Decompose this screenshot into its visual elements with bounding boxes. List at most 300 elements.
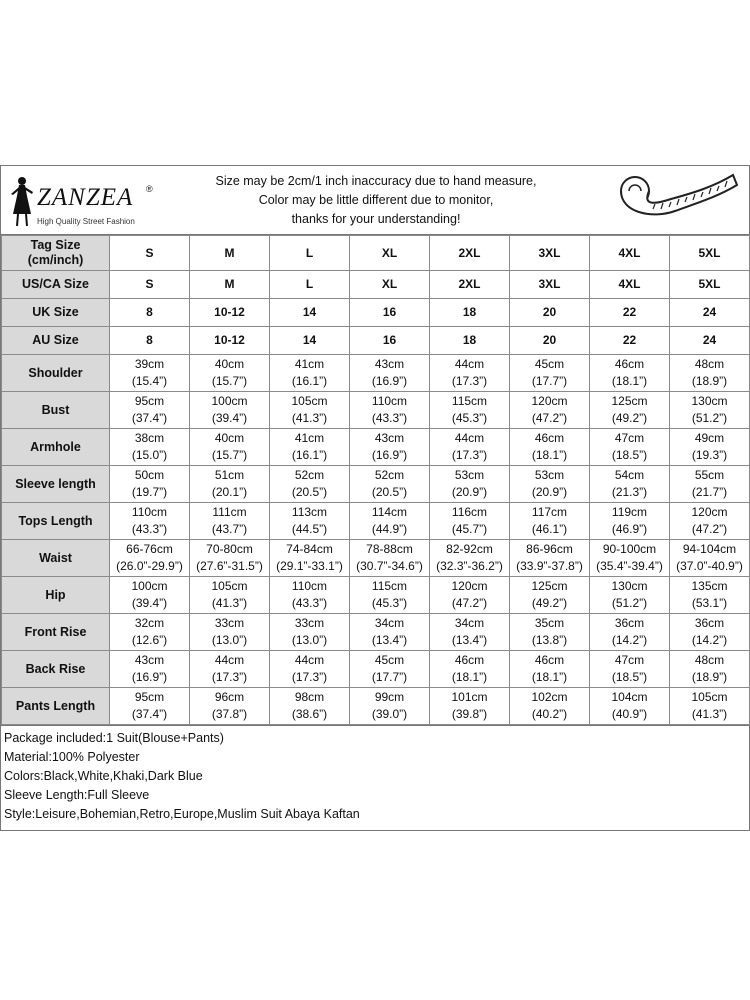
measure-cell [190, 688, 270, 725]
cm-value: 49cm [694, 431, 725, 445]
cm-value: 99cm [374, 690, 405, 704]
inch-value: (46.9”) [611, 522, 648, 536]
cm-value: 35cm [534, 616, 565, 630]
inch-value: (30.7”-34.6”) [356, 559, 423, 573]
inch-value: (17.7”) [531, 374, 568, 388]
size-cell: 10-12 [190, 299, 270, 327]
inch-value: (40.2”) [531, 707, 568, 721]
notice-line: Size may be 2cm/1 inch inaccuracy due to hand measure, [215, 174, 537, 188]
cm-value: 41cm [294, 357, 325, 371]
row-label: Hip [2, 577, 110, 614]
cm-value: 130cm [611, 579, 648, 593]
size-cell: 5XL [670, 236, 750, 271]
measure-cell [350, 540, 430, 577]
inch-value: (47.2”) [531, 411, 568, 425]
inch-value: (49.2”) [611, 411, 648, 425]
inch-value: (13.0”) [211, 633, 248, 647]
measure-cell [590, 355, 670, 392]
size-chart [0, 165, 750, 831]
row-label [2, 236, 110, 271]
measure-cell [510, 577, 590, 614]
inch-value: (27.6”-31.5”) [196, 559, 263, 573]
measure-cell [430, 614, 510, 651]
cm-value: 96cm [214, 690, 245, 704]
inch-value: (17.3”) [451, 374, 488, 388]
inch-value: (20.1”) [211, 485, 248, 499]
measure-cell [110, 688, 190, 725]
inch-value: (17.7”) [371, 670, 408, 684]
cm-value: 44cm [454, 431, 485, 445]
inch-value: (53.1”) [691, 596, 728, 610]
size-cell: 18 [430, 327, 510, 355]
cm-value: 130cm [691, 394, 728, 408]
cm-value: 46cm [534, 653, 565, 667]
size-cell: 24 [670, 327, 750, 355]
measure-row [2, 429, 750, 466]
size-cell: M [190, 271, 270, 299]
inch-value: (20.5”) [291, 485, 328, 499]
inch-value: (18.1”) [611, 374, 648, 388]
row-label-line: US/CA Size [22, 277, 89, 291]
measure-cell [270, 614, 350, 651]
inch-value: (33.9”-37.8”) [516, 559, 583, 573]
measure-cell [270, 392, 350, 429]
cm-value: 46cm [454, 653, 485, 667]
inch-value: (16.1”) [291, 374, 328, 388]
measure-cell [510, 355, 590, 392]
inch-value: (21.7”) [691, 485, 728, 499]
measure-cell [190, 392, 270, 429]
cm-value: 95cm [134, 394, 165, 408]
product-notes [1, 725, 749, 830]
cm-value: 98cm [294, 690, 325, 704]
inch-value: (16.1”) [291, 448, 328, 462]
measure-cell [670, 614, 750, 651]
measure-cell [590, 651, 670, 688]
size-cell: 14 [270, 327, 350, 355]
measure-cell [190, 429, 270, 466]
measure-cell [670, 540, 750, 577]
size-cell: 5XL [670, 271, 750, 299]
measure-cell [270, 503, 350, 540]
size-cell: 2XL [430, 236, 510, 271]
inch-value: (19.3”) [691, 448, 728, 462]
measure-cell [670, 577, 750, 614]
row-label-line: UK Size [32, 305, 79, 319]
measure-row [2, 392, 750, 429]
measure-cell [110, 540, 190, 577]
measure-cell [350, 577, 430, 614]
measure-cell [590, 577, 670, 614]
notice-line: Color may be little different due to monitor, [258, 193, 494, 207]
size-cell: 2XL [430, 271, 510, 299]
measure-cell [590, 688, 670, 725]
cm-value: 44cm [454, 357, 485, 371]
measure-row [2, 614, 750, 651]
size-cell: S [110, 236, 190, 271]
cm-value: 110cm [291, 579, 328, 593]
note-sleeve: Sleeve Length:Full Sleeve [4, 788, 150, 802]
measure-cell [430, 503, 510, 540]
cm-value: 100cm [131, 579, 168, 593]
inch-value: (41.3”) [291, 411, 328, 425]
measure-cell [670, 429, 750, 466]
size-row [2, 327, 750, 355]
cm-value: 33cm [214, 616, 245, 630]
cm-value: 53cm [454, 468, 485, 482]
cm-value: 117cm [531, 505, 568, 519]
inch-value: (14.2”) [611, 633, 648, 647]
inch-value: (15.4”) [131, 374, 168, 388]
cm-value: 86-96cm [526, 542, 573, 556]
cm-value: 47cm [614, 431, 645, 445]
measure-row [2, 540, 750, 577]
inch-value: (43.3”) [371, 411, 408, 425]
chart-header [1, 166, 749, 235]
measure-cell [270, 355, 350, 392]
row-label-line: AU Size [32, 333, 79, 347]
inch-value: (32.3”-36.2”) [436, 559, 503, 573]
inch-value: (43.7”) [211, 522, 248, 536]
inch-value: (51.2”) [611, 596, 648, 610]
inch-value: (18.9”) [691, 374, 728, 388]
inch-value: (37.4”) [131, 411, 168, 425]
cm-value: 115cm [451, 394, 488, 408]
measure-cell [190, 651, 270, 688]
inch-value: (38.6”) [291, 707, 328, 721]
cm-value: 39cm [134, 357, 165, 371]
cm-value: 44cm [214, 653, 245, 667]
size-row [2, 236, 750, 271]
measure-cell [590, 466, 670, 503]
inch-value: (21.3”) [611, 485, 648, 499]
row-label: Armhole [2, 429, 110, 466]
measure-row [2, 503, 750, 540]
measure-cell [510, 392, 590, 429]
cm-value: 101cm [451, 690, 488, 704]
measure-cell [670, 392, 750, 429]
size-cell: 3XL [510, 236, 590, 271]
cm-value: 36cm [614, 616, 645, 630]
cm-value: 44cm [294, 653, 325, 667]
inch-value: (35.4”-39.4”) [596, 559, 663, 573]
brand-name: ZANZEA [37, 184, 134, 211]
inch-value: (43.3”) [131, 522, 168, 536]
cm-value: 40cm [214, 431, 245, 445]
inch-value: (29.1”-33.1”) [276, 559, 343, 573]
measure-cell [430, 429, 510, 466]
measure-cell [590, 540, 670, 577]
brand-logo [7, 174, 167, 226]
cm-value: 110cm [131, 505, 168, 519]
cm-value: 105cm [691, 690, 728, 704]
measure-cell [430, 466, 510, 503]
cm-value: 41cm [294, 431, 325, 445]
cm-value: 78-88cm [366, 542, 413, 556]
inch-value: (47.2”) [451, 596, 488, 610]
inch-value: (13.0”) [291, 633, 328, 647]
cm-value: 125cm [611, 394, 648, 408]
inch-value: (18.1”) [451, 670, 488, 684]
size-table [1, 235, 750, 725]
measure-cell [270, 688, 350, 725]
cm-value: 74-84cm [286, 542, 333, 556]
cm-value: 48cm [694, 357, 725, 371]
measure-cell [110, 651, 190, 688]
row-label [2, 327, 110, 355]
cm-value: 113cm [291, 505, 328, 519]
inch-value: (41.3”) [691, 707, 728, 721]
cm-value: 36cm [694, 616, 725, 630]
cm-value: 82-92cm [446, 542, 493, 556]
inch-value: (40.9”) [611, 707, 648, 721]
measure-cell [590, 503, 670, 540]
row-label-line: Tag Size [30, 238, 81, 252]
size-row [2, 299, 750, 327]
cm-value: 38cm [134, 431, 165, 445]
size-cell: 16 [350, 299, 430, 327]
cm-value: 32cm [134, 616, 165, 630]
cm-value: 33cm [294, 616, 325, 630]
size-cell: 20 [510, 299, 590, 327]
measure-cell [110, 392, 190, 429]
cm-value: 45cm [374, 653, 405, 667]
inch-value: (39.8”) [451, 707, 488, 721]
cm-value: 94-104cm [682, 542, 737, 556]
measure-row [2, 651, 750, 688]
measure-cell [270, 429, 350, 466]
inch-value: (12.6”) [131, 633, 168, 647]
measure-row [2, 577, 750, 614]
inch-value: (41.3”) [211, 596, 248, 610]
measure-cell [430, 355, 510, 392]
cm-value: 48cm [694, 653, 725, 667]
inch-value: (16.9”) [371, 448, 408, 462]
measure-cell [110, 577, 190, 614]
note-style: Style:Leisure,Bohemian,Retro,Europe,Muslim Suit Abaya Kaftan [4, 807, 360, 821]
inch-value: (18.5”) [611, 448, 648, 462]
measure-cell [670, 466, 750, 503]
measure-cell [430, 651, 510, 688]
cm-value: 100cm [211, 394, 248, 408]
inch-value: (13.4”) [371, 633, 408, 647]
row-label: Pants Length [2, 688, 110, 725]
cm-value: 55cm [694, 468, 725, 482]
brand-tagline: High Quality Street Fashion [37, 217, 135, 226]
inch-value: (19.7”) [131, 485, 168, 499]
measure-cell [510, 503, 590, 540]
measure-cell [190, 540, 270, 577]
measure-cell [190, 355, 270, 392]
cm-value: 105cm [211, 579, 248, 593]
measure-cell [110, 614, 190, 651]
measure-cell [270, 540, 350, 577]
cm-value: 66-76cm [126, 542, 173, 556]
measure-cell [190, 577, 270, 614]
inch-value: (18.1”) [531, 670, 568, 684]
cm-value: 120cm [531, 394, 568, 408]
row-label-line: (cm/inch) [27, 253, 84, 267]
measure-cell [350, 429, 430, 466]
cm-value: 52cm [374, 468, 405, 482]
inch-value: (26.0”-29.9”) [116, 559, 183, 573]
measure-cell [590, 392, 670, 429]
note-material: Material:100% Polyester [4, 750, 140, 764]
cm-value: 53cm [534, 468, 565, 482]
row-label: Shoulder [2, 355, 110, 392]
cm-value: 46cm [534, 431, 565, 445]
note-package: Package included:1 Suit(Blouse+Pants) [4, 731, 224, 745]
cm-value: 70-80cm [206, 542, 253, 556]
cm-value: 52cm [294, 468, 325, 482]
inch-value: (15.7”) [211, 374, 248, 388]
measure-cell [430, 392, 510, 429]
inch-value: (37.4”) [131, 707, 168, 721]
inch-value: (49.2”) [531, 596, 568, 610]
inch-value: (15.0”) [131, 448, 168, 462]
size-cell: 24 [670, 299, 750, 327]
cm-value: 104cm [611, 690, 648, 704]
cm-value: 50cm [134, 468, 165, 482]
inch-value: (44.5”) [291, 522, 328, 536]
row-label: Front Rise [2, 614, 110, 651]
measure-cell [270, 466, 350, 503]
cm-value: 125cm [531, 579, 568, 593]
measure-cell [430, 688, 510, 725]
size-cell: XL [350, 271, 430, 299]
cm-value: 102cm [531, 690, 568, 704]
measure-cell [510, 540, 590, 577]
inch-value: (43.3”) [291, 596, 328, 610]
size-cell: 20 [510, 327, 590, 355]
inch-value: (39.4”) [211, 411, 248, 425]
inch-value: (20.9”) [451, 485, 488, 499]
cm-value: 110cm [371, 394, 408, 408]
inch-value: (39.0”) [371, 707, 408, 721]
cm-value: 116cm [451, 505, 488, 519]
measure-cell [110, 503, 190, 540]
inch-value: (20.9”) [531, 485, 568, 499]
inch-value: (18.1”) [531, 448, 568, 462]
cm-value: 120cm [691, 505, 728, 519]
inch-value: (47.2”) [691, 522, 728, 536]
measure-cell [670, 651, 750, 688]
inch-value: (17.3”) [451, 448, 488, 462]
size-cell: 3XL [510, 271, 590, 299]
inch-value: (13.8”) [531, 633, 568, 647]
cm-value: 115cm [371, 579, 408, 593]
measure-cell [190, 503, 270, 540]
measure-cell [350, 355, 430, 392]
inch-value: (18.5”) [611, 670, 648, 684]
cm-value: 51cm [214, 468, 245, 482]
size-cell: L [270, 271, 350, 299]
size-cell: M [190, 236, 270, 271]
registered-mark: ® [146, 184, 153, 194]
inch-value: (20.5”) [371, 485, 408, 499]
row-label [2, 271, 110, 299]
inch-value: (14.2”) [691, 633, 728, 647]
measure-cell [510, 688, 590, 725]
inch-value: (16.9”) [371, 374, 408, 388]
inch-value: (45.3”) [451, 411, 488, 425]
cm-value: 90-100cm [602, 542, 657, 556]
measure-cell [110, 355, 190, 392]
inch-value: (15.7”) [211, 448, 248, 462]
cm-value: 43cm [134, 653, 165, 667]
measure-cell [350, 614, 430, 651]
measure-cell [350, 466, 430, 503]
measure-cell [190, 466, 270, 503]
inch-value: (44.9”) [371, 522, 408, 536]
measure-row [2, 466, 750, 503]
row-label: Waist [2, 540, 110, 577]
measure-cell [350, 651, 430, 688]
row-label: Back Rise [2, 651, 110, 688]
cm-value: 135cm [691, 579, 728, 593]
measure-cell [670, 355, 750, 392]
measuring-tape-icon [613, 169, 741, 231]
cm-value: 114cm [371, 505, 408, 519]
size-cell: 10-12 [190, 327, 270, 355]
measurement-notice [161, 172, 591, 229]
row-label: Bust [2, 392, 110, 429]
inch-value: (45.7”) [451, 522, 488, 536]
cm-value: 111cm [212, 505, 247, 519]
measure-cell [510, 466, 590, 503]
measure-cell [510, 429, 590, 466]
cm-value: 34cm [374, 616, 405, 630]
inch-value: (37.8”) [211, 707, 248, 721]
size-cell: S [110, 271, 190, 299]
inch-value: (16.9”) [131, 670, 168, 684]
measure-cell [270, 577, 350, 614]
inch-value: (46.1”) [531, 522, 568, 536]
inch-value: (13.4”) [451, 633, 488, 647]
measure-cell [110, 429, 190, 466]
note-colors: Colors:Black,White,Khaki,Dark Blue [4, 769, 203, 783]
cm-value: 105cm [291, 394, 328, 408]
cm-value: 47cm [614, 653, 645, 667]
measure-cell [350, 503, 430, 540]
measure-cell [670, 688, 750, 725]
inch-value: (39.4”) [131, 596, 168, 610]
row-label: Sleeve length [2, 466, 110, 503]
size-cell: 8 [110, 327, 190, 355]
size-cell: 22 [590, 299, 670, 327]
size-cell: L [270, 236, 350, 271]
measure-cell [270, 651, 350, 688]
notice-line: thanks for your understanding! [291, 212, 461, 226]
size-cell: 14 [270, 299, 350, 327]
measure-cell [110, 466, 190, 503]
cm-value: 43cm [374, 357, 405, 371]
cm-value: 120cm [451, 579, 488, 593]
cm-value: 95cm [134, 690, 165, 704]
size-cell: XL [350, 236, 430, 271]
measure-cell [430, 540, 510, 577]
cm-value: 45cm [534, 357, 565, 371]
row-label [2, 299, 110, 327]
measure-cell [350, 688, 430, 725]
inch-value: (37.0”-40.9”) [676, 559, 743, 573]
size-cell: 4XL [590, 236, 670, 271]
inch-value: (17.3”) [211, 670, 248, 684]
measure-cell [590, 429, 670, 466]
measure-cell [430, 577, 510, 614]
measure-cell [510, 651, 590, 688]
measure-row [2, 355, 750, 392]
